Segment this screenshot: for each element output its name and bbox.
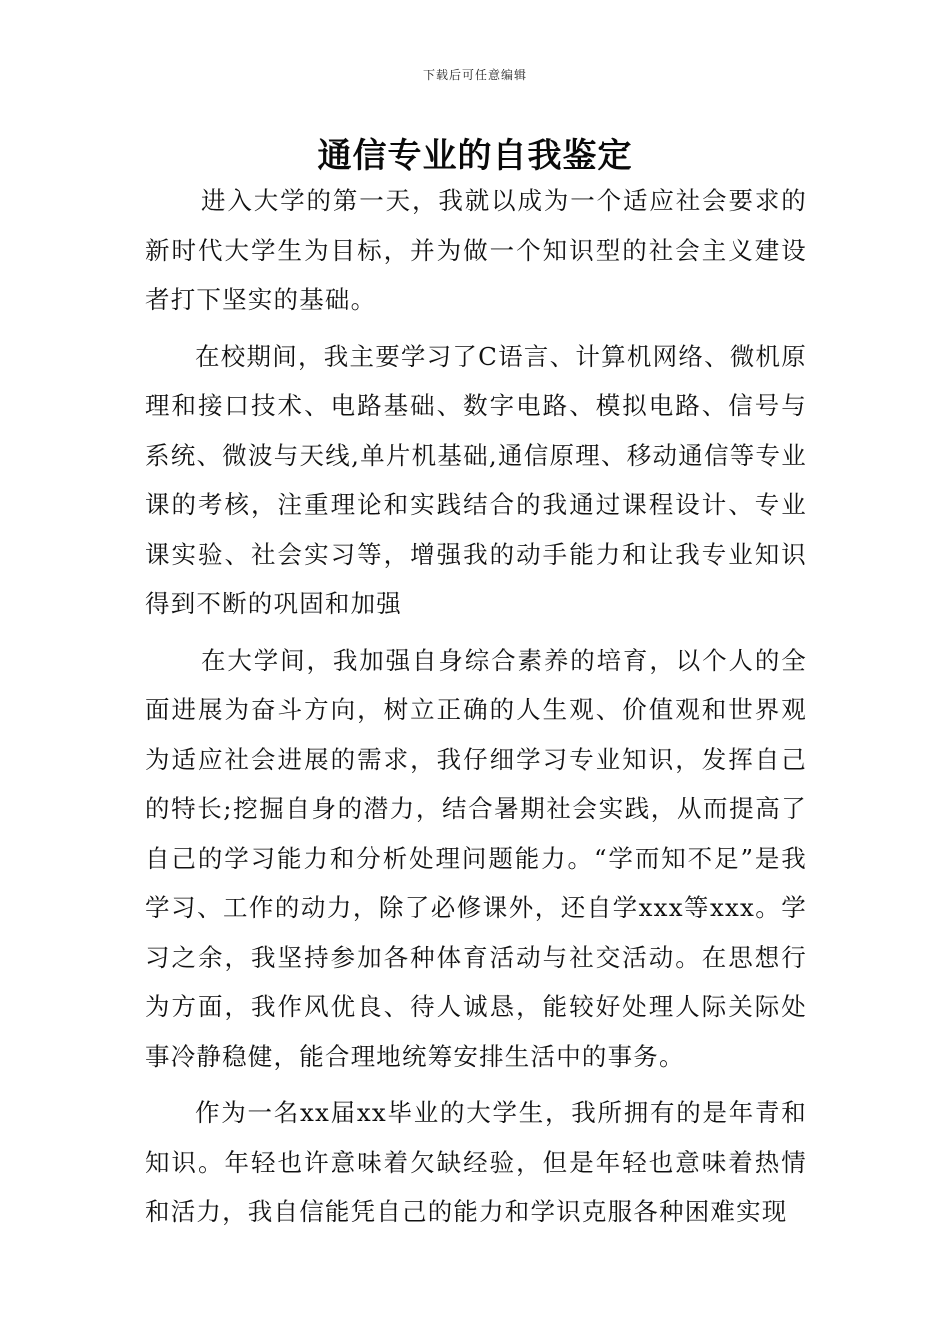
document-body — [145, 176, 807, 1244]
header-note: 下载后可任意编辑 — [422, 68, 527, 82]
paragraph-1: 进入大学的第一天，我就以成为一个适应社会要求的新时代大学生为目标，并为做一个知识型的社会主义建设者打下坚实的基础。 — [145, 186, 807, 314]
page-title: 通信专业的自我鉴定 — [317, 136, 633, 176]
paragraph-4: 作为一名xx届xx毕业的大学生，我所拥有的是年青和知识。年轻也许意味着欠缺经验，但是年轻也意味着热情和活力，我自信能凭自己的能力和学识克服各种困难实现 — [145, 1098, 807, 1226]
paragraph-3: 在大学间，我加强自身综合素养的培育，以个人的全面进展为奋斗方向，树立正确的人生观、价值观和世界观为适应社会进展的需求，我仔细学习专业知识，发挥自己的特长;挖掘自身的潜力，结合暑期社会实践，从而提高了自己的学习能力和分析处理问题能力。“学而知不足”是我学习、工作的动力，除了必修课外，还自学xxx等xxx。学习之余，我坚持参加各种体育活动与社交活动。在思想行为方面，我作风优良、待人诚恳，能较好处理人际关际处事冷静稳健，能合理地统筹安排生活中的事务。 — [145, 645, 807, 1071]
paragraph-2: 在校期间，我主要学习了C语言、计算机网络、微机原理和接口技术、电路基础、数字电路、模拟电路、信号与系统、微波与天线,单片机基础,通信原理、移动通信等专业课的考核，注重理论和实践结合的我通过课程设计、专业课实验、社会实习等，增强我的动手能力和让我专业知识得到不断的巩固和加强 — [145, 341, 807, 618]
